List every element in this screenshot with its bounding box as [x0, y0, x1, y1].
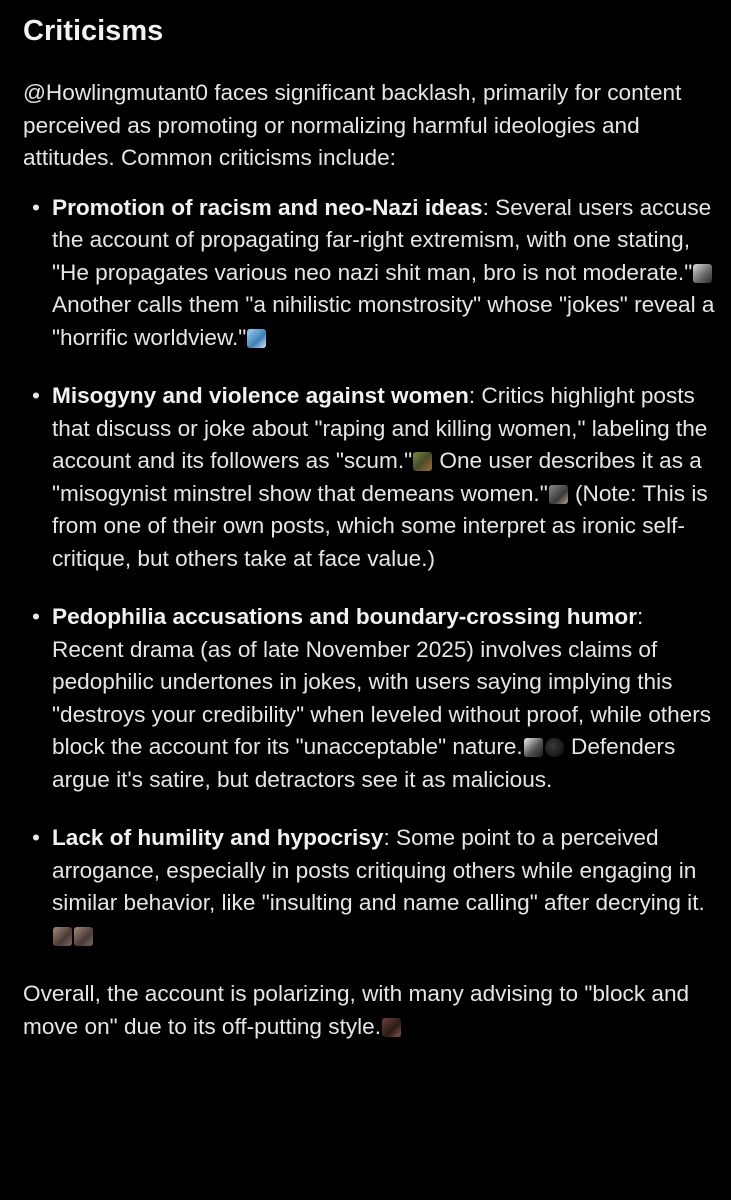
bullet-icon: • — [32, 825, 40, 850]
source-avatar-icon[interactable] — [382, 1018, 401, 1037]
item-text: : Some point to a perceived arrogance, especially in posts critiquing others while engaging in similar behavior, like "insulting and name calling" after decrying it. — [52, 825, 705, 915]
item-heading: Misogyny and violence against women — [52, 383, 469, 408]
list-item — [23, 601, 717, 796]
bullet-icon: • — [32, 194, 40, 220]
item-text: : Several users accuse the account of propagating far-right extremism, with one stating, "He propagates various neo nazi shit man, bro is not moderate." — [52, 194, 712, 285]
source-avatar-icon[interactable] — [545, 738, 564, 757]
item-heading: Lack of humility and hypocrisy — [52, 825, 384, 850]
bullet-icon: • — [32, 383, 40, 408]
criticism-list — [23, 192, 717, 953]
list-item — [23, 380, 717, 575]
source-avatar-icon[interactable] — [693, 264, 712, 283]
source-avatar-icon[interactable] — [524, 738, 543, 757]
source-avatar-icon[interactable] — [53, 927, 72, 946]
item-text: : Recent drama (as of late November 2025) involves claims of pedophilic undertones in jokes, with users saying implying this "destroys your credibility" when leveled without proof, while others block the account for its "unacceptable" nature. — [52, 604, 712, 759]
bullet-icon: • — [32, 604, 40, 629]
source-avatar-icon[interactable] — [74, 927, 93, 946]
item-text: Defenders argue it's satire, but detractors see it as malicious. — [52, 734, 676, 792]
intro-paragraph: @Howlingmutant0 faces significant backlash, primarily for content perceived as promoting or normalizing harmful ideologies and attitudes. Common criticisms include: — [23, 80, 682, 170]
item-heading: Pedophilia accusations and boundary-crossing humor — [52, 604, 638, 629]
item-heading: Promotion of racism and neo-Nazi ideas — [52, 194, 483, 220]
source-avatar-icon[interactable] — [247, 329, 266, 348]
list-item — [23, 192, 717, 355]
section-title: Criticisms — [23, 15, 164, 47]
list-item — [23, 822, 717, 952]
item-text: Another calls them "a nihilistic monstrosity" whose "jokes" reveal a "horrific worldview." — [52, 292, 715, 350]
source-avatar-icon[interactable] — [413, 452, 432, 471]
item-text: One user describes it as a "misogynist minstrel show that demeans women." — [52, 448, 702, 506]
closing-paragraph — [23, 978, 717, 1043]
source-avatar-icon[interactable] — [549, 485, 568, 504]
item-text: (Note: This is from one of their own posts, which some interpret as ironic self-critique, but others take at face value.) — [52, 480, 708, 571]
closing-text: Overall, the account is polarizing, with many advising to "block and move on" due to its off-putting style. — [23, 981, 690, 1039]
item-text: : Critics highlight posts that discuss or joke about "raping and killing women," labeling the account and its followers as "scum." — [52, 383, 708, 473]
